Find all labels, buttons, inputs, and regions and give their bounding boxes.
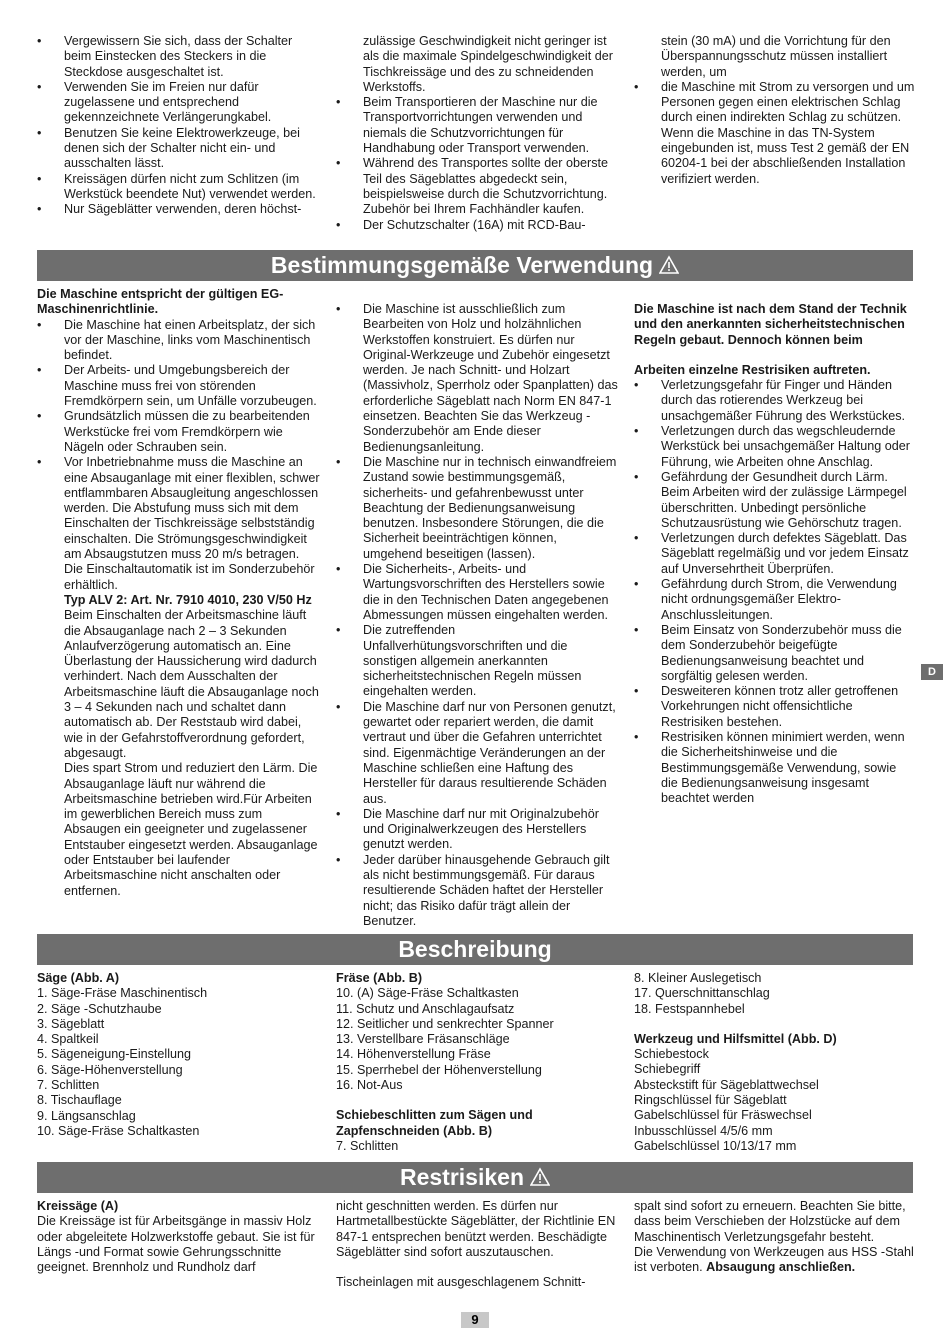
list-item: 15. Sperrhebel der Höhenverstellung bbox=[336, 1062, 542, 1077]
list-item: • Der Schutzschalter (16A) mit RCD-Bau- bbox=[336, 218, 618, 233]
list-item: • Vor Inbetriebnahme muss die Maschine an eine Absauganlage mit einer flexiblen, schwer entflammbaren Absaugleitung angeschlossen werden. Die Abstufung muss sich mit dem Einschalten der Tischkreissäge selbstständig einschalten. Die Strömungsgeschwindigkeit am Absaugstutzen muss 20 m/s betragen. bbox=[37, 455, 320, 562]
subheading: Schiebeschlitten zum Sägen und Zapfenschneiden (Abb. B) bbox=[336, 1108, 533, 1138]
list-item: • Nur Sägeblätter verwenden, deren höchst- bbox=[37, 202, 320, 217]
list-item: 18. Festspannhebel bbox=[634, 1001, 745, 1016]
list-item: 12. Seitlicher und senkrechter Spanner bbox=[336, 1016, 554, 1031]
list-item: • Kreissägen dürfen nicht zum Schlitzen (im Werkstück beendete Nut) verwendet werden. bbox=[37, 172, 320, 203]
list-item: 10. (A) Säge-Fräse Schaltkasten bbox=[336, 986, 519, 1001]
list-item: • Gefährdung der Gesundheit durch Lärm. Beim Arbeiten wird der zulässige Lärmpegel überschritten. Unbedingt persönliche Schutzausrüstung wie Gehörschutz tragen. bbox=[634, 470, 916, 531]
list-item: • Beim Transportieren der Maschine nur die Transportvorrichtungen verwenden und niemals die Schutzvorrichtungen für Handhabung oder Transport verwenden. bbox=[336, 95, 618, 156]
list-item: • Vergewissern Sie sich, dass der Schalter beim Einstecken des Steckers in die Steckdose ausgeschaltet ist. bbox=[37, 34, 320, 80]
list-item: Absteckstift für Sägeblattwechsel bbox=[634, 1077, 819, 1092]
list-item: 2. Säge -Schutzhaube bbox=[37, 1001, 162, 1016]
list-item: • Desweiteren können trotz aller getroffenen Vorkehrungen nicht offensichtliche Restrisiken bestehen. bbox=[634, 684, 916, 730]
section-heading-restrisiken bbox=[37, 1162, 913, 1193]
section-title: Beschreibung bbox=[398, 936, 552, 962]
paragraph bbox=[634, 1245, 916, 1276]
list-item: • Der Arbeits- und Umgebungsbereich der Maschine muss frei von störenden Fremdkörpern sein, um Unfälle vorzubeugen. bbox=[37, 363, 320, 409]
bold-instruction: Absaugung anschließen. bbox=[706, 1260, 856, 1275]
paragraph: Tischeinlagen mit ausgeschlagenem Schnitt- bbox=[336, 1275, 586, 1290]
top-column-3 bbox=[634, 34, 916, 187]
type-reference: Typ ALV 2: Art. Nr. 7910 4010, 230 V/50 Hz bbox=[64, 592, 312, 607]
top-column-2 bbox=[336, 34, 618, 233]
list-item: Inbusschlüssel 4/5/6 mm bbox=[634, 1123, 773, 1138]
section1-column-2 bbox=[336, 302, 618, 929]
list-item: • Jeder darüber hinausgehende Gebrauch gilt als nicht bestimmungsgemäß. Für daraus resultierende Schäden haftet der Hersteller nicht; das Risiko dafür trägt allein der Benutzer. bbox=[336, 853, 618, 929]
paragraph: Beim Einschalten der Arbeitsmaschine läuft die Absauganlage nach 2 – 3 Sekunden Anlaufverzögerung automatisch an. Eine Überlastung der Haussicherung wird dadurch verhindert. Nach dem Ausschalten der Arbeitsmaschine läuft die Absauganlage noch 3 – 4 Sekunden nach und schaltet dann automatisch ab. Der Reststaub wird dabei, wie in der Gefahrstoffverordnung gefordert, abgesaugt. bbox=[64, 608, 319, 760]
section-heading-beschreibung bbox=[37, 934, 913, 965]
subheading: Kreissäge (A) bbox=[37, 1199, 119, 1213]
list-item: • Verletzungen durch das wegschleudernde Werkstück bei unsachgemäßer Haltung oder Führung, wie Arbeiten ohne Anschlag. bbox=[634, 424, 916, 470]
continued-text: stein (30 mA) und die Vorrichtung für den Überspannungsschutz müssen installiert werden, um bbox=[661, 34, 891, 79]
paragraph: nicht geschnitten werden. Es dürfen nur Hartmetallbestückte Sägeblätter, der Richtlinie EN 847-1 entsprechen benützt werden. Beschädigte Sägeblätter sind sofort auszutauschen. bbox=[336, 1199, 616, 1259]
subheading: Fräse (Abb. B) bbox=[336, 971, 423, 985]
paragraph: Dies spart Strom und reduziert den Lärm. Die Absauganlage läuft nur während die Arbeitsmaschine betrieben wird.Für Arbeiten im gewerblichen Bereich muss zum Absaugen ein geeigneter und zugelassener Entstauber eingesetzt werden. Absauganlage oder Entstauber bei laufender Arbeitsmaschine nicht anschalten oder entfernen. bbox=[64, 761, 318, 898]
list-item: Gabelschlüssel für Fräswechsel bbox=[634, 1108, 812, 1123]
section3-column-1 bbox=[37, 1199, 320, 1275]
list-item: 7. Schlitten bbox=[336, 1138, 399, 1153]
section3-column-3 bbox=[634, 1199, 916, 1275]
top-column-1 bbox=[37, 34, 320, 218]
list-item: • Die zutreffenden Unfallverhütungsvorschriften und die sonstigen allgemein anerkannten sicherheitstechnischen Regeln müssen eingehalten werden. bbox=[336, 623, 618, 699]
top-col2-list bbox=[336, 95, 618, 233]
list-item: • Die Maschine ist ausschließlich zum Bearbeiten von Holz und holzähnlichen Werkstoffen konstruiert. Es dürfen nur Original-Werkzeuge und Zubehör eingesetzt werden. Je nach Schnitt- und Holzart (Massivholz, Sperrholz oder Spanplatten) das erforderliche Sägeblatt nach Norm EN 847-1 einsetzen. Beachten Sie das Werkzeug - Sonderzubehör am Ende dieser Bedienungsanleitung. bbox=[336, 302, 618, 455]
list-item: • Die Maschine darf nur von Personen genutzt, gewartet oder repariert werden, die damit vertraut und über die Gefahren unterrichtet sind. Eigenmächtige Veränderungen an der Maschine schließen eine Haftung des Hersteller für daraus resultierende Schäden aus. bbox=[336, 700, 618, 807]
list-item: 8. Tischauflage bbox=[37, 1093, 122, 1108]
list-item: 1. Säge-Fräse Maschinentisch bbox=[37, 986, 208, 1001]
list-item: 4. Spaltkeil bbox=[37, 1032, 99, 1047]
warning-triangle-icon bbox=[659, 255, 679, 275]
subheading: Werkzeug und Hilfsmittel (Abb. D) bbox=[634, 1031, 837, 1046]
list-item: • Die Maschine nur in technisch einwandfreiem Zustand sowie bestimmungsgemäß, sicherheits- und gefahrenbewusst unter Beachtung der Bedienungsanweisung benutzen. Insbesondere Störungen, die die Sicherheit beeinträchtigen können, umgehend beseitigen (lassen). bbox=[336, 455, 618, 562]
list-item: Schiebestock bbox=[634, 1047, 709, 1062]
list-item: • Verwenden Sie im Freien nur dafür zugelassene und entsprechend gekennzeichnete Verlängerungkabel. bbox=[37, 80, 320, 126]
paragraph: Die Einschaltautomatik ist im Sonderzubehör erhältlich. bbox=[64, 562, 315, 592]
subheading: Arbeiten einzelne Restrisiken auftreten. bbox=[634, 362, 871, 377]
section2-column-2 bbox=[336, 971, 618, 1154]
list-item: Gabelschlüssel 10/13/17 mm bbox=[634, 1138, 797, 1153]
list-item: • Während des Transportes sollte der oberste Teil des Sägeblattes abgedeckt sein, beispielsweise durch die Schutzvorrichtung. Zubehör bei Ihrem Fachhändler kaufen. bbox=[336, 156, 618, 217]
paragraph: spalt sind sofort zu erneuern. Beachten Sie bitte, dass beim Verschieben der Holzstücke auf dem Maschinentisch Verletzungsgefahr besteht. bbox=[634, 1199, 906, 1244]
section-heading-bestimmungsgemaesse-verwendung bbox=[37, 250, 913, 281]
list-item: • Benutzen Sie keine Elektrowerkzeuge, bei denen sich der Schalter nicht ein- und ausschalten lässt. bbox=[37, 126, 320, 172]
list-item: Schiebegriff bbox=[634, 1062, 701, 1077]
section2-column-3 bbox=[634, 971, 916, 1154]
list-item: 8. Kleiner Auslegetisch bbox=[634, 971, 762, 985]
list-item: 10. Säge-Fräse Schaltkasten bbox=[37, 1123, 200, 1138]
warning-triangle-icon bbox=[530, 1167, 550, 1187]
continued-text: zulässige Geschwindigkeit nicht geringer ist als die maximale Spindelgeschwindigkeit der Tischkreissäge und des zu schneidenden Werkstoffs. bbox=[363, 34, 613, 94]
section-title: Bestimmungsgemäße Verwendung bbox=[270, 252, 654, 278]
section1-col3-list bbox=[634, 378, 916, 806]
section2-column-1 bbox=[37, 971, 320, 1139]
list-item: • Die Sicherheits-, Arbeits- und Wartungsvorschriften des Herstellers sowie die in den Technischen Daten angegebenen Abmessungen müssen eingehalten werden. bbox=[336, 562, 618, 623]
list-item: 14. Höhenverstellung Fräse bbox=[336, 1047, 491, 1062]
list-item: • Beim Einsatz von Sonderzubehör muss die dem Sonderzubehör beigefügte Bedienungsanweisung beachtet und sorgfältig gelesen werden. bbox=[634, 623, 916, 684]
list-item: • Restrisiken können minimiert werden, wenn die Sicherheitshinweise und die Bestimmungsgemäße Verwendung, sowie die Bedienungsanweisung insgesamt beachtet werden bbox=[634, 730, 916, 806]
subheading: Säge (Abb. A) bbox=[37, 971, 120, 985]
list-item: • die Maschine mit Strom zu versorgen und um Personen gegen einen elektrischen Schlag durch einen indirekten Schlag zu schützen. Wenn die Maschine in das TN-System eingebunden ist, muss Test 2 gemäß der EN 60204-1 bei der abschließenden Installation verifiziert werden. bbox=[634, 80, 916, 187]
paragraph-text: Die Verwendung von Werkzeugen aus HSS -Stahl ist verboten. bbox=[634, 1244, 914, 1275]
section1-column-3 bbox=[634, 302, 916, 807]
section1-col2-list bbox=[336, 302, 618, 929]
list-item: • Verletzungsgefahr für Finger und Händen durch das rotierendes Werkzeug bei unsachgemäßer Führung des Werkstückes. bbox=[634, 378, 916, 424]
list-item: • Verletzungen durch defektes Sägeblatt. Das Sägeblatt regelmäßig und vor jedem Einsatz auf Unversehrtheit Überprüfen. bbox=[634, 531, 916, 577]
section3-column-2 bbox=[336, 1199, 618, 1290]
top-col1-list bbox=[37, 34, 320, 218]
list-item: 16. Not-Aus bbox=[336, 1078, 403, 1093]
list-item: Ringschlüssel für Sägeblatt bbox=[634, 1093, 787, 1108]
list-item: 13. Verstellbare Fräsanschläge bbox=[336, 1032, 510, 1047]
list-item: 6. Säge-Höhenverstellung bbox=[37, 1062, 183, 1077]
section1-col1-list bbox=[37, 318, 320, 563]
subheading: Die Maschine ist nach dem Stand der Technik und den anerkannten sicherheitstechnischen Regeln gebaut. Dennoch können beim bbox=[634, 302, 907, 347]
list-item: 7. Schlitten bbox=[37, 1078, 100, 1093]
list-item: • Die Maschine darf nur mit Originalzubehör und Originalwerkzeugen des Herstellers genutzt werden. bbox=[336, 807, 618, 853]
top-col3-list bbox=[634, 80, 916, 187]
list-item: 17. Querschnittanschlag bbox=[634, 986, 770, 1001]
section1-column-1 bbox=[37, 287, 320, 899]
list-item: • Gefährdung durch Strom, die Verwendung nicht ordnungsgemäßer Elektro-Anschlussleitungen. bbox=[634, 577, 916, 623]
list-item: 3. Sägeblatt bbox=[37, 1016, 105, 1031]
paragraph: Die Kreissäge ist für Arbeitsgänge in massiv Holz oder abgeleitete Holzwerkstoffe gebaut. Sie ist für Längs -und Format sowie Gehrungsschnitte geeignet. Brennholz und Rundholz darf bbox=[37, 1214, 315, 1275]
list-item: 5. Sägeneigung-Einstellung bbox=[37, 1047, 192, 1062]
list-item: • Grundsätzlich müssen die zu bearbeitenden Werkstücke frei vom Fremdkörpern wie Nägeln oder Schrauben sein. bbox=[37, 409, 320, 455]
subheading: Die Maschine entspricht der gültigen EG-Maschinenrichtlinie. bbox=[37, 287, 284, 317]
section-title: Restrisiken bbox=[399, 1164, 524, 1190]
list-item: 11. Schutz und Anschlagaufsatz bbox=[336, 1001, 515, 1016]
list-item: 9. Längsanschlag bbox=[37, 1108, 136, 1123]
page-number: 9 bbox=[461, 1312, 489, 1328]
list-item: • Die Maschine hat einen Arbeitsplatz, der sich vor der Maschine, links vom Maschinentisch befindet. bbox=[37, 318, 320, 364]
language-tab: D bbox=[921, 664, 943, 680]
